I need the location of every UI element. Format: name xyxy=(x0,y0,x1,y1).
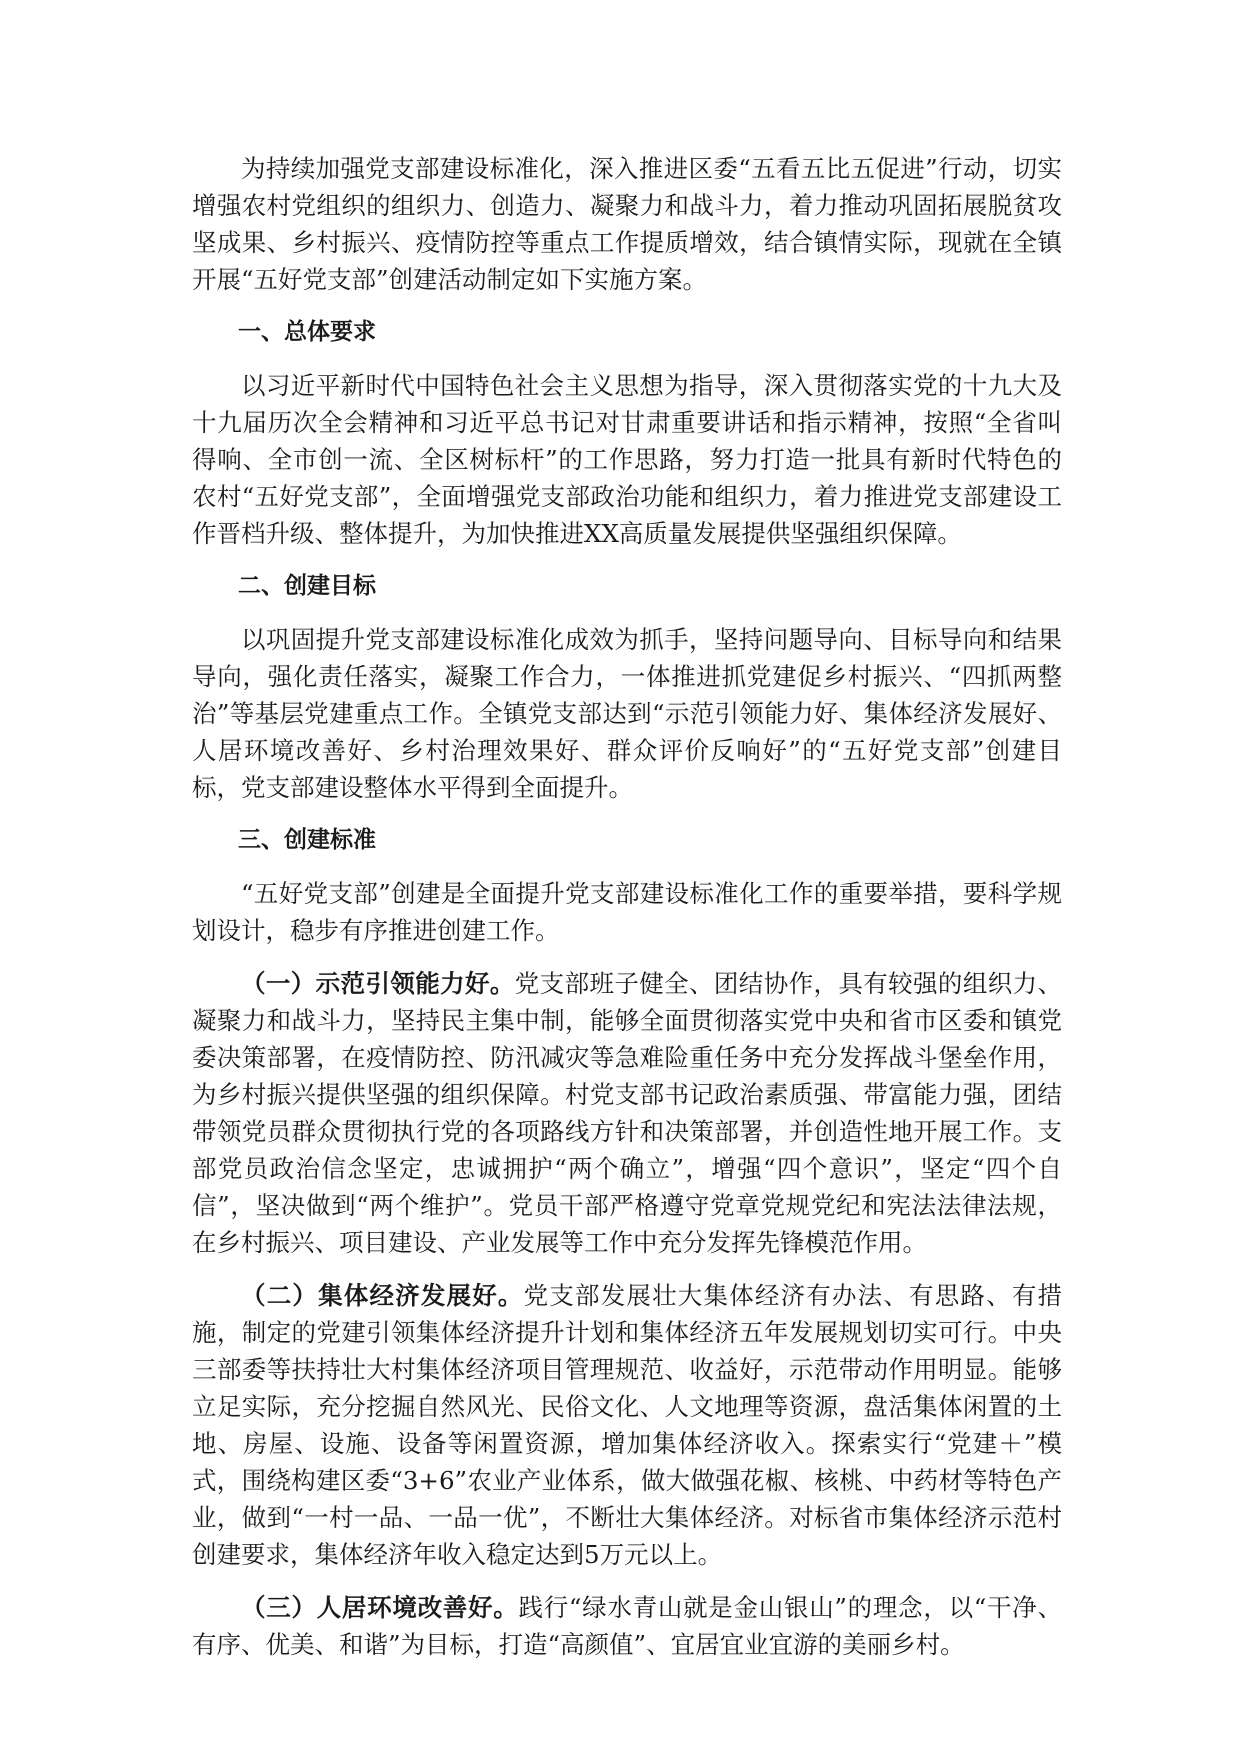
standard-item-paragraph xyxy=(192,965,1062,1261)
standard-item-paragraph xyxy=(192,1277,1062,1573)
section-heading-standards: 三、创建标准 xyxy=(238,827,376,853)
section-heading-goals: 二、创建目标 xyxy=(238,573,376,599)
goals-paragraph: 以巩固提升党支部建设标准化成效为抓手，坚持问题导向、目标导向和结果导向，强化责任落实，凝聚工作合力，一体推进抓党建促乡村振兴、“四抓两整治”等基层党建重点工作。全镇党支部达到“示范引领能力好、集体经济发展好、人居环境改善好、乡村治理效果好、群众评价反响好”的“五好党支部”创建目标，党支部建设整体水平得到全面提升。 xyxy=(192,625,1062,802)
standard-item-text: 党支部班子健全、团结协作，具有较强的组织力、凝聚力和战斗力，坚持民主集中制，能够全面贯彻落实党中央和省市区委和镇党委决策部署，在疫情防控、防汛减灾等急难险重任务中充分发挥战斗堡垒作用，为乡村振兴提供坚强的组织保障。村党支部书记政治素质强、带富能力强，团结带领党员群众贯彻执行党的各项路线方针和决策部署，并创造性地开展工作。支部党员政治信念坚定，忠诚拥护“两个确立”，增强“四个意识”，坚定“四个自信”，坚决做到“两个维护”。党员干部严格遵守党章党规党纪和宪法法律法规，在乡村振兴、项目建设、产业发展等工作中充分发挥先锋模范作用。 xyxy=(192,969,1062,1257)
standard-item-lead: （一）示范引领能力好。 xyxy=(241,969,515,998)
standard-item-paragraph xyxy=(192,1589,1062,1663)
document-page xyxy=(192,150,1062,1679)
section-heading-general-requirements: 一、总体要求 xyxy=(238,319,376,345)
standard-item-lead: （三）人居环境改善好。 xyxy=(241,1593,519,1622)
intro-paragraph: 为持续加强党支部建设标准化，深入推进区委“五看五比五促进”行动，切实增强农村党组织的组织力、创造力、凝聚力和战斗力，着力推动巩固拓展脱贫攻坚成果、乡村振兴、疫情防控等重点工作提质增效，结合镇情实际，现就在全镇开展“五好党支部”创建活动制定如下实施方案。 xyxy=(192,154,1062,294)
standard-item-lead: （二）集体经济发展好。 xyxy=(241,1281,524,1310)
standard-item-text: 践行“绿水青山就是金山银山”的理念，以“干净、有序、优美、和谐”为目标，打造“高颜值”、宜居宜业宜游的美丽乡村。 xyxy=(192,1593,1063,1659)
general-requirements-paragraph: 以习近平新时代中国特色社会主义思想为指导，深入贯彻落实党的十九大及十九届历次全会精神和习近平总书记对甘肃重要讲话和指示精神，按照“全省叫得响、全市创一流、全区树标杆”的工作思路，努力打造一批具有新时代特色的农村“五好党支部”，全面增强党支部政治功能和组织力，着力推进党支部建设工作晋档升级、整体提升，为加快推进XX高质量发展提供坚强组织保障。 xyxy=(192,371,1062,548)
standards-intro-paragraph: “五好党支部”创建是全面提升党支部建设标准化工作的重要举措，要科学规划设计，稳步有序推进创建工作。 xyxy=(192,879,1062,945)
standard-item-text: 党支部发展壮大集体经济有办法、有思路、有措施，制定的党建引领集体经济提升计划和集体经济五年发展规划切实可行。中央三部委等扶持壮大村集体经济项目管理规范、收益好，示范带动作用明显。能够立足实际，充分挖掘自然风光、民俗文化、人文地理等资源，盘活集体闲置的土地、房屋、设施、设备等闲置资源，增加集体经济收入。探索实行“党建＋”模式，围绕构建区委“3+6”农业产业体系，做大做强花椒、核桃、中药材等特色产业，做到“一村一品、一品一优”，不断壮大集体经济。对标省市集体经济示范村创建要求，集体经济年收入稳定达到5万元以上。 xyxy=(192,1281,1063,1569)
